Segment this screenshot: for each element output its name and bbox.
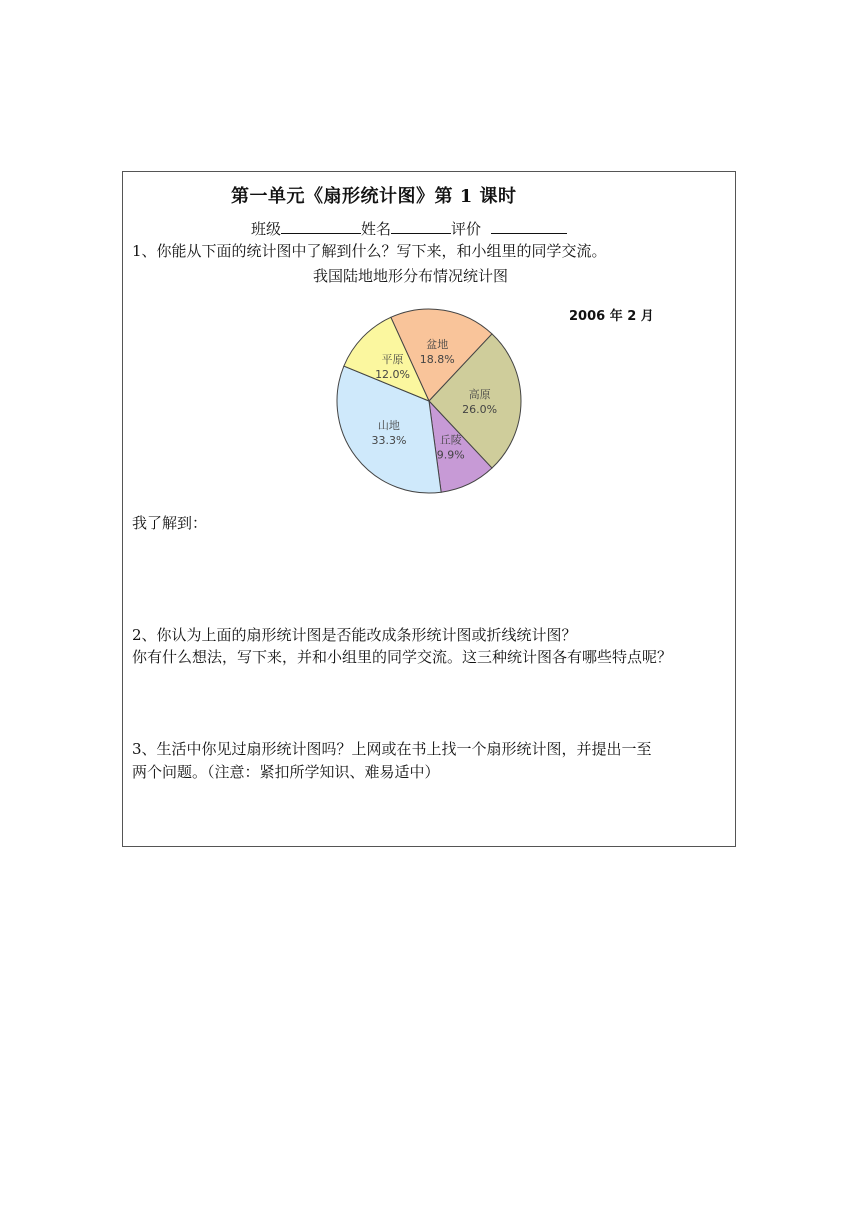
chart-title: 我国陆地地形分布情况统计图: [313, 267, 509, 285]
grade-label: 评价: [451, 220, 482, 238]
slice-label-3: 丘陵: [439, 433, 462, 447]
chart-date: 2006 年 2 月: [569, 309, 654, 324]
slice-value-1: 18.8%: [419, 353, 455, 367]
slice-label-1: 盆地: [426, 338, 449, 352]
pie-chart: [329, 306, 529, 496]
name-label: 姓名: [361, 220, 392, 238]
question-2-line-1: 2、你认为上面的扇形统计图是否能改成条形统计图或折线统计图？: [132, 626, 577, 644]
slice-value-3: 9.9%: [436, 448, 465, 462]
class-label: 班级: [251, 220, 282, 238]
slice-label-2: 高原: [468, 387, 491, 401]
question-3-line-1: 3、生活中你见过扇形统计图吗？上网或在书上找一个扇形统计图，并提出一至: [132, 740, 652, 758]
slice-label-5: 平原: [381, 352, 404, 366]
worksheet-title: 第一单元《扇形统计图》第 1 课时: [231, 186, 517, 207]
name-blank: [391, 219, 451, 234]
question-1: 1、你能从下面的统计图中了解到什么？写下来，和小组里的同学交流。: [132, 242, 607, 260]
class-blank: [281, 219, 361, 234]
slice-value-5: 12.0%: [375, 367, 411, 381]
slice-label-4: 山地: [377, 418, 400, 432]
slice-value-2: 26.0%: [462, 402, 498, 416]
worksheet-frame: [122, 171, 736, 847]
learned-label: 我了解到：: [132, 514, 208, 532]
question-2-line-2: 你有什么想法，写下来，并和小组里的同学交流。这三种统计图各有哪些特点呢？: [132, 648, 673, 666]
question-3-line-2: 两个问题。（注意：紧扣所学知识、难易适中）: [132, 763, 440, 781]
slice-value-4: 33.3%: [371, 433, 407, 447]
grade-blank: [491, 219, 567, 234]
student-info-line: [251, 218, 567, 239]
